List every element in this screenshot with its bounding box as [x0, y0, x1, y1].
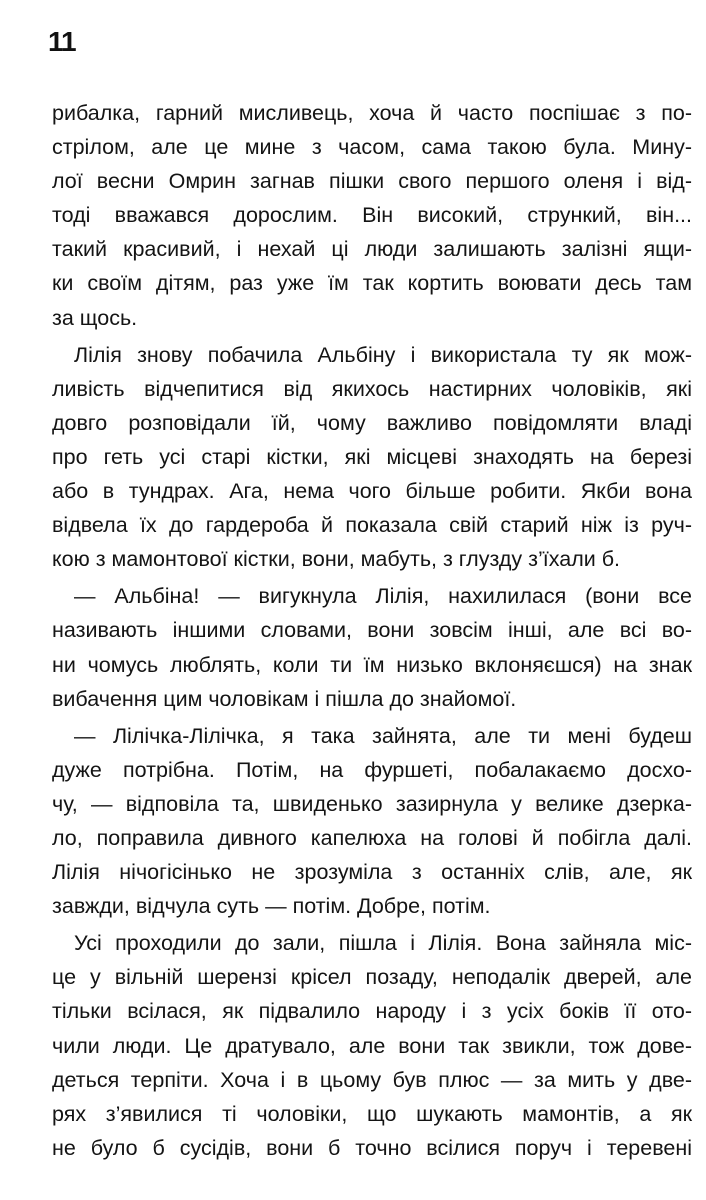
- paragraph: [52, 719, 692, 924]
- text-line: рях з’явилися ті чоловіки, що шукають мамонтів, а як: [52, 1101, 692, 1126]
- text-line: завжди, відчула суть — потім. Добре, потім.: [52, 894, 491, 919]
- text-line: кою з мамонтової кістки, вони, мабуть, з глузду з’їхали б.: [52, 547, 621, 572]
- text-line: тоді вважався дорослим. Він високий, стрункий, він...: [52, 203, 692, 228]
- text-line: дуже потрібна. Потім, на фуршеті, побалакаємо досхо-: [52, 757, 692, 782]
- text-line: називають іншими словами, вони зовсім інші, але всі во-: [52, 618, 692, 643]
- text-line: рибалка, гарний мисливець, хоча й часто поспішає з по-: [52, 101, 692, 125]
- body-text: [52, 96, 692, 1165]
- text-line: чу, — відповіла та, швиденько зазирнула у велике дзерка-: [52, 791, 692, 816]
- text-line: це у вільній шерензі крісел позаду, неподалік дверей, але: [52, 965, 692, 990]
- paragraph: [52, 579, 692, 715]
- text-line: такий красивий, і нехай ці люди залишають залізні ящи-: [52, 237, 692, 262]
- text-line: або в тундрах. Ага, нема чого більше робити. Якби вона: [52, 479, 692, 504]
- paragraph: [52, 338, 692, 577]
- text-line: Усі проходили до зали, пішла і Лілія. Вона зайняла міс-: [74, 931, 692, 956]
- text-line: ни чомусь люблять, коли ти їм низько вклоняєшся) на знак: [52, 652, 692, 677]
- text-line: довго розповідали їй, чому важливо повідомляти владі: [52, 410, 692, 435]
- text-line: Лілія нічогісінько не зрозуміла з останніх слів, але, як: [52, 860, 692, 885]
- text-line: стрілом, але це мине з часом, сама такою була. Мину-: [52, 135, 692, 160]
- text-line: про геть усі старі кістки, які місцеві знаходять на березі: [52, 444, 692, 469]
- page-number: 11: [48, 26, 76, 57]
- text-line: не було б сусідів, вони б точно всілися поруч і теревені: [52, 1135, 692, 1160]
- text-line: вибачення цим чоловікам і пішла до знайомої.: [52, 686, 517, 711]
- text-line: відвела їх до гардероба й показала свій старий ніж із руч-: [52, 513, 692, 538]
- text-line: лої весни Омрин загнав пішки свого першого оленя і від-: [52, 169, 692, 194]
- text-line: ливість відчепитися від якихось настирних чоловіків, які: [52, 376, 692, 401]
- text-line: тільки всілася, як підвалило народу і з усіх боків її ото-: [52, 999, 692, 1024]
- text-line: ки своїм дітям, раз уже їм так кортить воювати десь там: [52, 271, 692, 296]
- text-line: — Альбіна! — вигукнула Лілія, нахилилася (вони все: [74, 584, 692, 609]
- paragraph: [52, 926, 692, 1165]
- text-line: чили люди. Це дратувало, але вони так звикли, тож дове-: [52, 1033, 692, 1058]
- text-line: деться терпіти. Хоча і в цьому був плюс — за мить у две-: [52, 1067, 692, 1092]
- text-line: за щось.: [52, 305, 138, 330]
- text-line: Лілія знову побачила Альбіну і використала ту як мож-: [74, 342, 692, 367]
- text-line: — Лілічка-Лілічка, я така зайнята, але ти мені будеш: [74, 723, 692, 748]
- text-line: ло, поправила дивного капелюха на голові й побігла далі.: [52, 825, 692, 850]
- paragraph: [52, 96, 692, 335]
